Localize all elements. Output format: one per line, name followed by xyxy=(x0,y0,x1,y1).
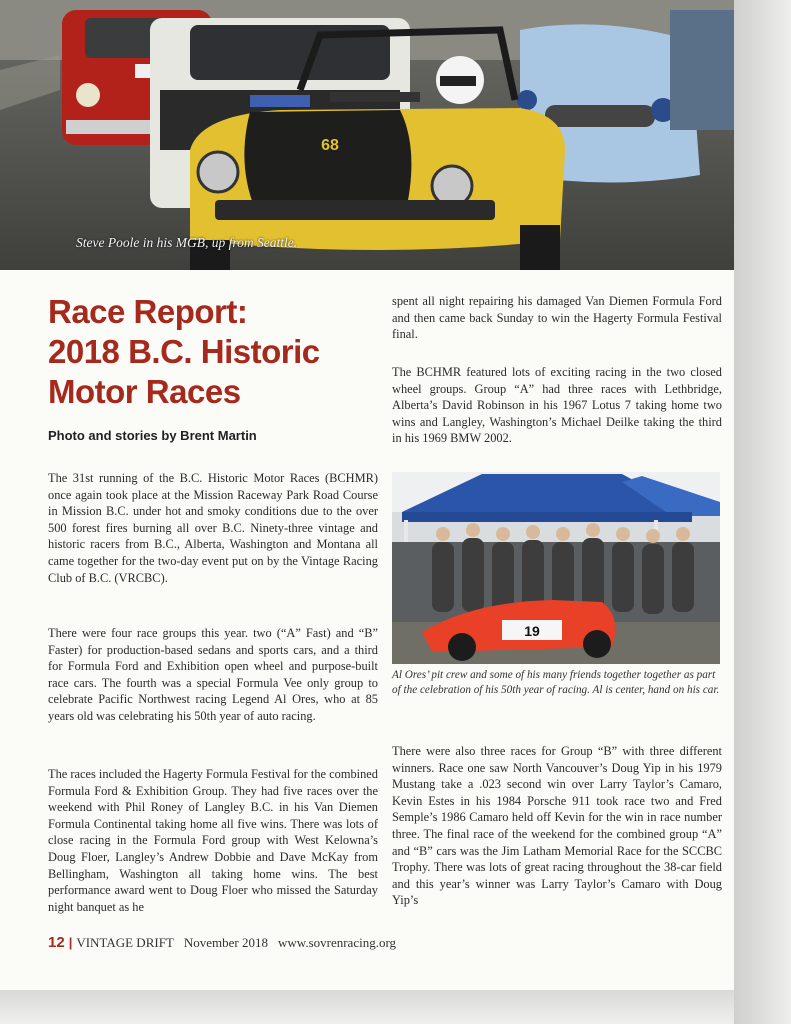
body-paragraph: There were four race groups this year. two (“A” Fast) and “B” Faster) for production-based sedans and sports cars, and a third for Formula Ford and Exhibition open wheel and purpose-built race cars. The fourth was a special Formula Vee only group to celebrate Pacific Northwest racing Legend Al Ores, who at 85 years old was celebrating his 50th year of auto racing. xyxy=(48,626,378,723)
page-footer xyxy=(48,934,396,951)
title-line-1: Race Report: xyxy=(48,293,248,330)
photo-caption-pit-crew: Al Ores’ pit crew and some of his many friends together together as part of the celebration of his 50th year of racing. Al is center, hand on his car. xyxy=(392,669,720,696)
body-paragraph: spent all night repairing his damaged Van Diemen Formula Ford and then came back Sunday to win the Hagerty Formula Festival final. xyxy=(392,294,722,342)
scan-bottom-margin xyxy=(0,990,734,1024)
body-paragraph: There were also three races for Group “B” with three different winners. Race one saw North Vancouver’s Doug Yip in his 1979 Mustang take a .023 second win over Larry Taylor’s Camaro, Kevin Estes in his 1984 Porsche 911 took race two and Fred Semple’s 1986 Camaro held off Kevin for the win in race number three. The final race of the weekend for the combined group “A” and “B” cars was the Jim Latham Memorial Race for the SCCBC Trophy. There was lots of great racing throughout the 38-car field and this year’s winner was Larry Taylor’s Camaro with Doug Yip’s xyxy=(392,744,722,908)
car-number-19: 19 xyxy=(524,623,540,639)
pit-crew-photo xyxy=(392,472,720,664)
article-title xyxy=(48,292,378,412)
title-line-3: Motor Races xyxy=(48,373,241,410)
website-link[interactable]: www.sovrenracing.org xyxy=(278,935,397,950)
race-photo-mgb xyxy=(0,0,734,270)
publication-name: VINTAGE DRIFT xyxy=(76,935,174,950)
title-line-2: 2018 B.C. Historic xyxy=(48,333,320,370)
page-edge xyxy=(734,0,791,1024)
photo-caption-top: Steve Poole in his MGB, up from Seattle. xyxy=(76,235,298,250)
issue-date: November 2018 xyxy=(183,935,268,950)
body-paragraph: The BCHMR featured lots of exciting racing in the two closed wheel groups. Group “A” had three races with Lethbridge, Alberta’s David Robinson in his 1967 Lotus 7 taking home two wins and Langley, Washington’s Michael Deilke taking the third in his 1969 BMW 2002. xyxy=(392,365,722,446)
page-number: 12 xyxy=(48,934,65,951)
body-paragraph: The 31st running of the B.C. Historic Motor Races (BCHMR) once again took place at the Mission Raceway Park Road Course in Mission B.C. under hot and smoky conditions due to the over 500 forest fires burning all over B.C. Ninety-three vintage and historic racers from B.C., Alberta, Washington and Montana all came together for the two-day event put on by the Vintage Racing Club of B.C. (VRCBC). xyxy=(48,471,378,585)
byline: Photo and stories by Brent Martin xyxy=(48,428,257,443)
body-paragraph: The races included the Hagerty Formula Festival for the combined Formula Ford & Exhibition Group. They had five races over the weekend with Phil Roney of Langley B.C. in his Van Diemen Formula Continental taking home all five wins. There was lots of close racing in the Formula Ford group with West Kelowna’s Doug Floer, Langley’s Andrew Dobbie and Dave McKay from Bellingham, Washington all taking home wins. The best performance award went to Doug Floer who missed the Saturday night banquet as he xyxy=(48,767,378,914)
car-number-68: 68 xyxy=(321,137,339,154)
footer-separator: | xyxy=(68,935,73,950)
